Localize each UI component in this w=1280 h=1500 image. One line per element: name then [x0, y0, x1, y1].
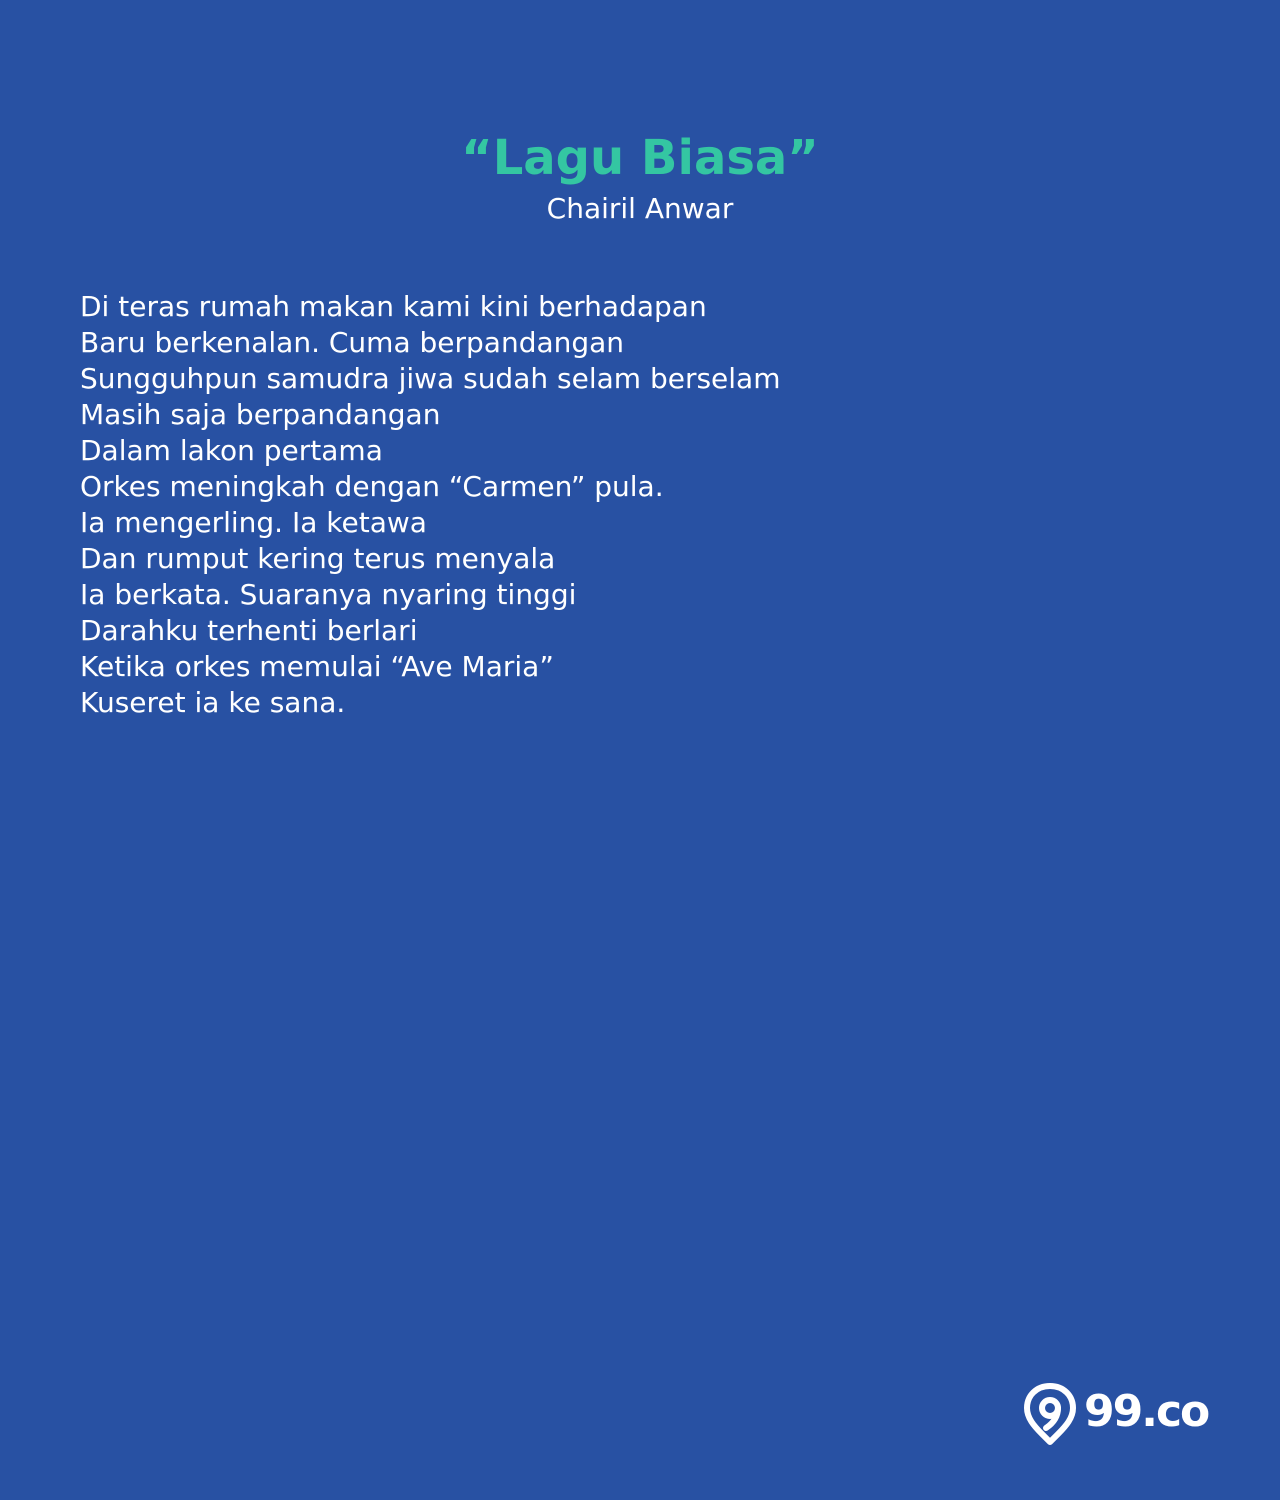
poem-line: Dan rumput kering terus menyala: [80, 542, 556, 575]
poem-title: “Lagu Biasa”: [461, 130, 819, 186]
poem-line: Orkes meningkah dengan “Carmen” pula.: [80, 470, 664, 503]
poem-line: Di teras rumah makan kami kini berhadapan: [80, 290, 707, 323]
brand-wordmark: 99.co: [1084, 1386, 1209, 1437]
map-pin-icon: [1022, 1382, 1078, 1446]
poem-body: [80, 289, 1080, 721]
poem-line: Kuseret ia ke sana.: [80, 686, 346, 719]
poem-line: Dalam lakon pertama: [80, 434, 383, 467]
poem-author: Chairil Anwar: [546, 192, 734, 225]
poem-line: Darahku terhenti berlari: [80, 614, 418, 647]
brand-logo: [1022, 1382, 1209, 1446]
poem-line: Sungguhpun samudra jiwa sudah selam berselam: [80, 362, 781, 395]
poem-line: Ketika orkes memulai “Ave Maria”: [80, 650, 554, 683]
poem-line: Ia berkata. Suaranya nyaring tinggi: [80, 578, 577, 611]
poem-line: Baru berkenalan. Cuma berpandangan: [80, 326, 625, 359]
poem-line: Ia mengerling. Ia ketawa: [80, 506, 427, 539]
poem-line: Masih saja berpandangan: [80, 398, 441, 431]
